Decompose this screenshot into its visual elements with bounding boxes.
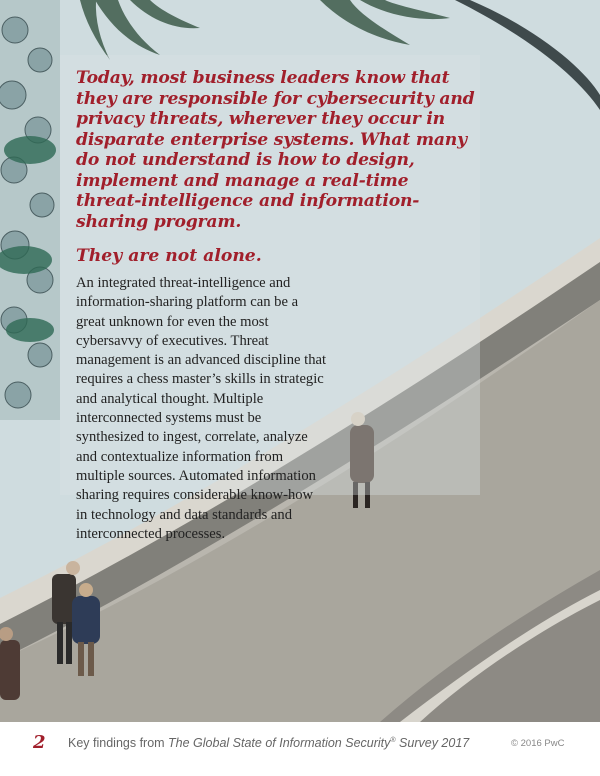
page-number: 2 [33, 732, 46, 753]
footer-report-title [68, 736, 469, 750]
headline: Today, most business leaders know that they are responsible for cybersecurity and privacy threats, wherever they occur in disparate enterprise systems. What many do not understand is how to design, implement and manage a real-time threat-intelligence and information-sharing program. [76, 68, 475, 232]
footer-prefix: Key findings from [68, 736, 169, 750]
registered-mark: ® [390, 736, 396, 744]
subhead: They are not alone. [76, 246, 262, 266]
body-paragraph: An integrated threat-intelligence and information-sharing platform can be a great unknown for even the most cybersavvy of executives. Threat management is an advanced discipline that requires a chess master’s skills in strategic and analytical thought. Multiple interconnected systems must be synthesized to ingest, correlate, analyze and contextualize information from multiple sources. Automated information sharing requires considerable know-how in technology and data standards and interconnected processes. [76, 275, 327, 542]
copyright-notice: © 2016 PwC [511, 738, 565, 749]
footer-report-name: The Global State of Information Security [168, 736, 391, 750]
intro-text-block [76, 68, 476, 544]
page-footer [0, 722, 600, 776]
footer-report-suffix: Survey 2017 [395, 736, 470, 750]
